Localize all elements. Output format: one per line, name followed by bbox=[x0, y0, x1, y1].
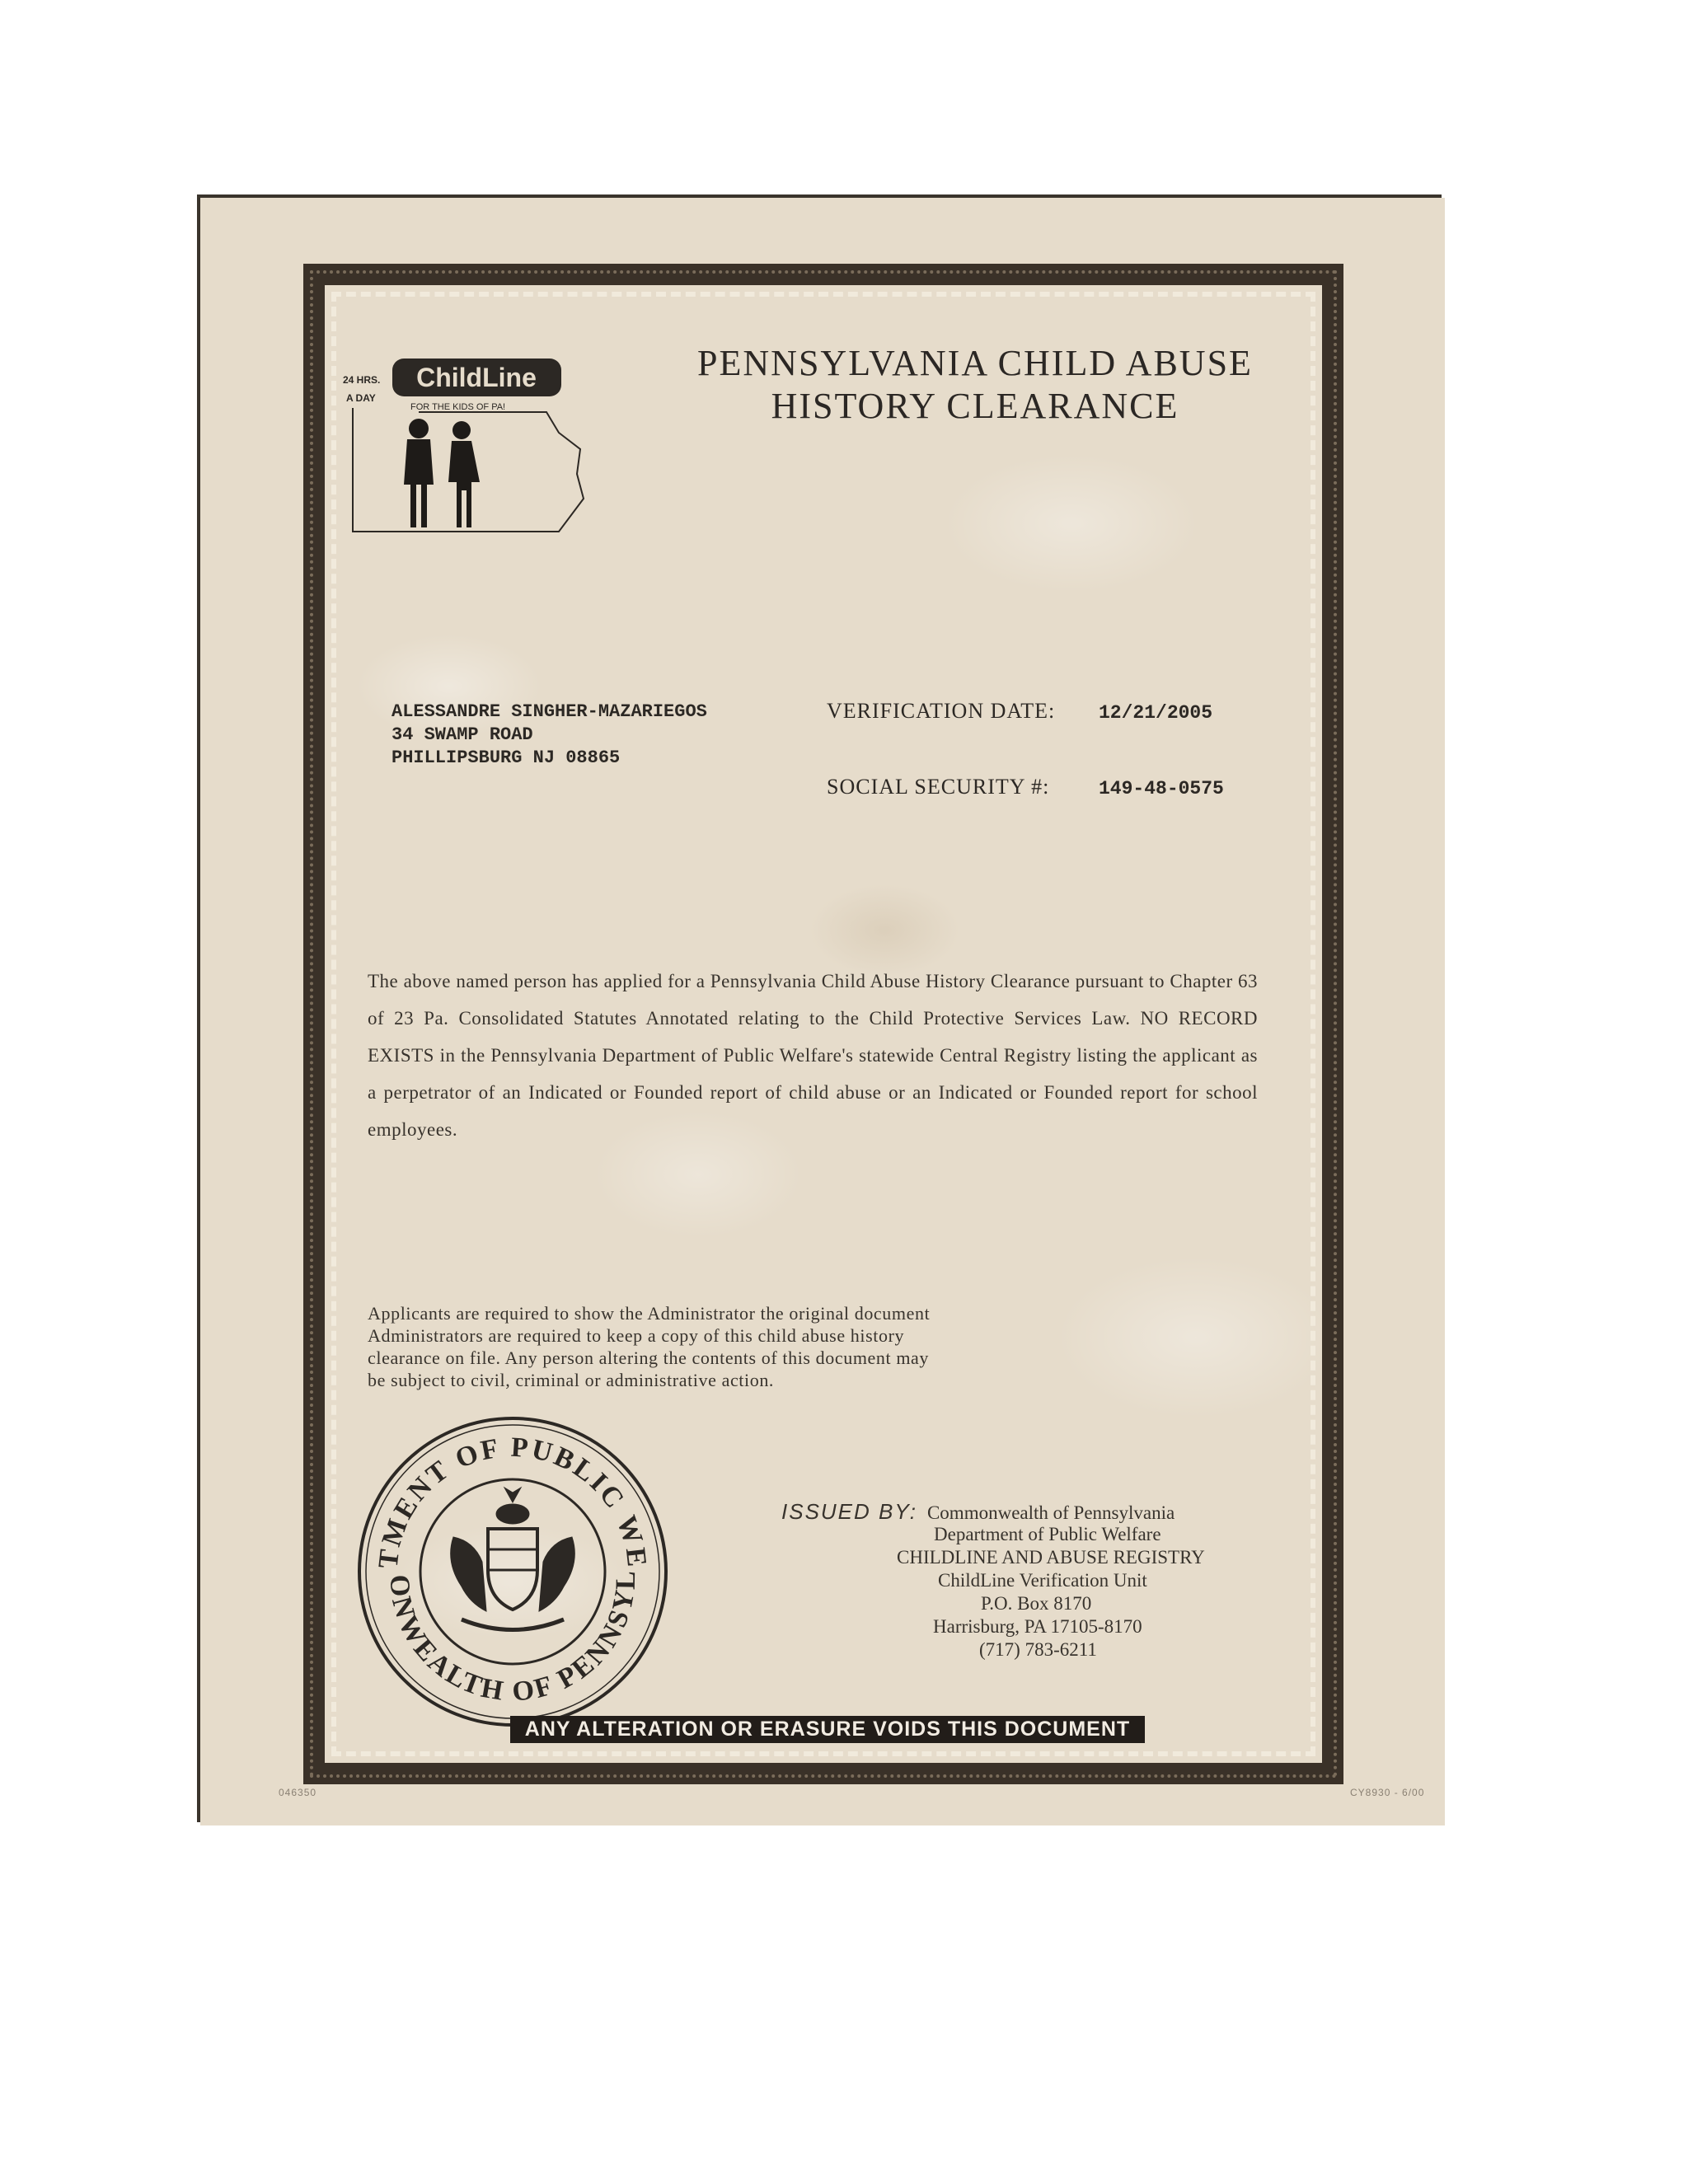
applicant-address bbox=[392, 701, 707, 770]
seal-bottom-text: ONWEALTH OF PENNSYL bbox=[383, 1570, 642, 1708]
ssn-row bbox=[827, 775, 1224, 799]
seal-top-text: TMENT OF PUBLIC WE bbox=[373, 1432, 653, 1571]
void-warning-banner: ANY ALTERATION OR ERASURE VOIDS THIS DOCUMENT bbox=[510, 1716, 1145, 1743]
applicant-notice bbox=[368, 1302, 1109, 1391]
logo-tagline: FOR THE KIDS OF PA! bbox=[410, 402, 506, 412]
form-code-right: CY8930 - 6/00 bbox=[1350, 1787, 1425, 1798]
applicant-city: PHILLIPSBURG NJ 08865 bbox=[392, 748, 621, 768]
department-seal bbox=[354, 1413, 671, 1730]
title-line-1: PENNSYLVANIA CHILD ABUSE bbox=[697, 343, 1253, 383]
document-title bbox=[662, 342, 1288, 428]
issuer-line: CHILDLINE AND ABUSE REGISTRY bbox=[897, 1547, 1205, 1568]
logo-hours: 24 HRS. bbox=[343, 374, 381, 386]
applicant-street: 34 SWAMP ROAD bbox=[392, 724, 533, 745]
coat-of-arms-icon bbox=[451, 1488, 575, 1630]
verification-date-label: VERIFICATION DATE: bbox=[827, 699, 1056, 723]
logo-day: A DAY bbox=[346, 392, 376, 404]
issuer-line: Department of Public Welfare bbox=[934, 1524, 1161, 1544]
applicant-name: ALESSANDRE SINGHER-MAZARIEGOS bbox=[392, 701, 707, 722]
issued-by-label: ISSUED BY: bbox=[781, 1499, 917, 1524]
verification-date-row bbox=[827, 699, 1212, 724]
childline-logo bbox=[336, 350, 588, 540]
ssn-value: 149-48-0575 bbox=[1099, 778, 1224, 799]
issuer-line: ChildLine Verification Unit bbox=[938, 1570, 1147, 1591]
children-silhouette-icon bbox=[404, 419, 480, 527]
clearance-statement: The above named person has applied for a Pennsylvania Child Abuse History Clearance pursuant to Chapter 63 of 23 Pa. Consolidated Statutes Annotated relating to the Child Protective Services Law. NO RECORD EXISTS in the Pennsylvania Department of Public Welfare's statewide Central Registry listing the applicant as a perpetrator of an Indicated or Founded report of child abuse or an Indicated or Founded report for school employees. bbox=[368, 971, 1258, 1140]
notice-line: be subject to civil, criminal or administrative action. bbox=[368, 1370, 775, 1390]
issuer-line: (717) 783-6211 bbox=[979, 1639, 1097, 1660]
notice-line: clearance on file. Any person altering the contents of this document may bbox=[368, 1347, 929, 1368]
notice-line: Applicants are required to show the Administrator the original document bbox=[368, 1303, 931, 1324]
form-code-left: 046350 bbox=[279, 1787, 317, 1798]
verification-date-value: 12/21/2005 bbox=[1099, 702, 1213, 724]
issuer-line: Commonwealth of Pennsylvania bbox=[926, 1502, 1175, 1523]
issuer-line: P.O. Box 8170 bbox=[981, 1593, 1092, 1614]
notice-line: Administrators are required to keep a copy of this child abuse history bbox=[368, 1325, 905, 1346]
issuer-line: Harrisburg, PA 17105-8170 bbox=[933, 1616, 1142, 1637]
logo-brand: ChildLine bbox=[416, 363, 537, 392]
ssn-label: SOCIAL SECURITY #: bbox=[827, 775, 1050, 799]
title-line-2: HISTORY CLEARANCE bbox=[771, 386, 1179, 426]
certificate-sheet bbox=[200, 198, 1445, 1825]
